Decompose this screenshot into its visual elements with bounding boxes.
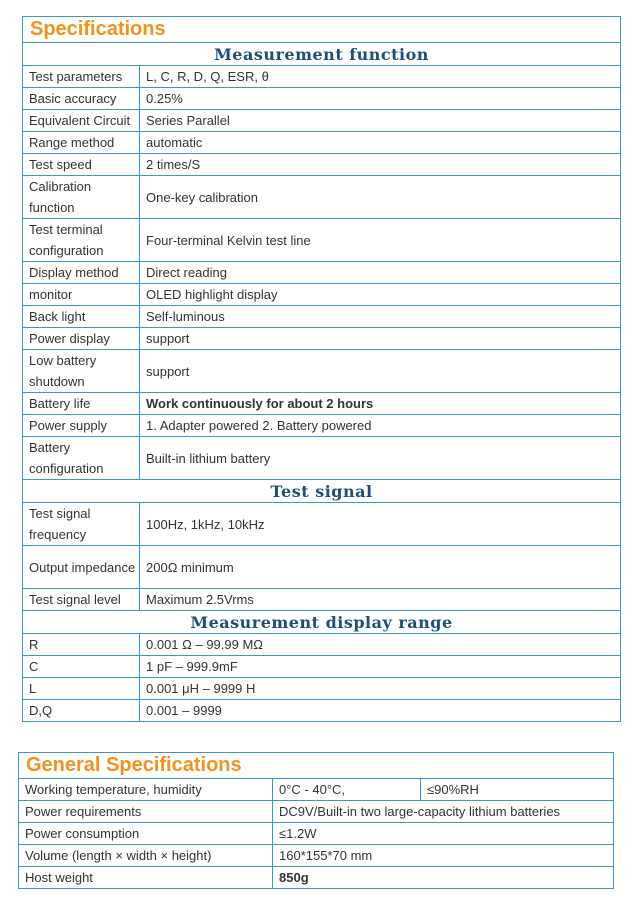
table-row bbox=[23, 306, 621, 328]
row-value: 0.001 Ω – 99.99 MΩ bbox=[140, 634, 621, 656]
row-label: Back light bbox=[23, 306, 140, 328]
row-label: Power requirements bbox=[19, 801, 273, 823]
row-value: Maximum 2.5Vrms bbox=[140, 589, 621, 611]
row-label: Basic accuracy bbox=[23, 88, 140, 110]
table-row bbox=[19, 801, 614, 823]
row-label: Power display bbox=[23, 328, 140, 350]
section-measurement-function: Measurement function bbox=[23, 43, 621, 66]
row-value: Four-terminal Kelvin test line bbox=[140, 219, 621, 262]
row-label: Low battery shutdown bbox=[23, 350, 140, 393]
row-label: Range method bbox=[23, 132, 140, 154]
row-value: Series Parallel bbox=[140, 110, 621, 132]
row-value: support bbox=[140, 328, 621, 350]
row-label: Display method bbox=[23, 262, 140, 284]
row-label: L bbox=[23, 678, 140, 700]
row-label: Output impedance bbox=[23, 546, 140, 589]
table-row bbox=[23, 219, 621, 262]
table-row bbox=[23, 284, 621, 306]
row-value: L, C, R, D, Q, ESR, θ bbox=[140, 66, 621, 88]
row-label: Test signal frequency bbox=[23, 503, 140, 546]
table-row bbox=[23, 393, 621, 415]
table-row bbox=[23, 503, 621, 546]
row-label: Working temperature, humidity bbox=[19, 779, 273, 801]
row-label: C bbox=[23, 656, 140, 678]
row-value: 200Ω minimum bbox=[140, 546, 621, 589]
table-row bbox=[23, 546, 621, 589]
row-value: 2 times/S bbox=[140, 154, 621, 176]
table-row bbox=[23, 415, 621, 437]
general-specifications-title: General Specifications bbox=[19, 753, 614, 779]
row-value: Self-luminous bbox=[140, 306, 621, 328]
table-row bbox=[23, 437, 621, 480]
row-label: R bbox=[23, 634, 140, 656]
row-label: Test terminal configuration bbox=[23, 219, 140, 262]
table-row bbox=[23, 678, 621, 700]
specifications-table bbox=[22, 16, 621, 722]
table-row bbox=[23, 154, 621, 176]
general-specifications-table bbox=[18, 752, 614, 889]
section-display-range: Measurement display range bbox=[23, 611, 621, 634]
row-value-humidity: ≤90%RH bbox=[421, 779, 614, 801]
row-label: Test speed bbox=[23, 154, 140, 176]
row-label: Battery configuration bbox=[23, 437, 140, 480]
row-value: 0.001 μH – 9999 H bbox=[140, 678, 621, 700]
row-value: 100Hz, 1kHz, 10kHz bbox=[140, 503, 621, 546]
row-value: Direct reading bbox=[140, 262, 621, 284]
row-value: 0.25% bbox=[140, 88, 621, 110]
table-row bbox=[23, 350, 621, 393]
table-row bbox=[23, 66, 621, 88]
row-label: Battery life bbox=[23, 393, 140, 415]
row-label: Test signal level bbox=[23, 589, 140, 611]
row-label: Host weight bbox=[19, 867, 273, 889]
row-label: Equivalent Circuit bbox=[23, 110, 140, 132]
row-value: Built-in lithium battery bbox=[140, 437, 621, 480]
row-value: OLED highlight display bbox=[140, 284, 621, 306]
row-value: 1. Adapter powered 2. Battery powered bbox=[140, 415, 621, 437]
row-label: Power supply bbox=[23, 415, 140, 437]
table-row bbox=[19, 823, 614, 845]
row-label: monitor bbox=[23, 284, 140, 306]
row-value: automatic bbox=[140, 132, 621, 154]
table-row bbox=[19, 779, 614, 801]
table-row bbox=[23, 110, 621, 132]
row-value: One-key calibration bbox=[140, 176, 621, 219]
row-value: ≤1.2W bbox=[273, 823, 614, 845]
row-value: Work continuously for about 2 hours bbox=[140, 393, 621, 415]
row-label: Volume (length × width × height) bbox=[19, 845, 273, 867]
table-row bbox=[23, 656, 621, 678]
table-row bbox=[23, 634, 621, 656]
row-value: support bbox=[140, 350, 621, 393]
row-value: DC9V/Built-in two large-capacity lithium batteries bbox=[273, 801, 614, 823]
section-test-signal: Test signal bbox=[23, 480, 621, 503]
row-label: Calibration function bbox=[23, 176, 140, 219]
row-value: 850g bbox=[273, 867, 614, 889]
specifications-title: Specifications bbox=[23, 17, 621, 43]
table-row bbox=[23, 88, 621, 110]
row-value: 1 pF – 999.9mF bbox=[140, 656, 621, 678]
row-label: D,Q bbox=[23, 700, 140, 722]
row-value: 160*155*70 mm bbox=[273, 845, 614, 867]
table-row bbox=[23, 328, 621, 350]
row-label: Power consumption bbox=[19, 823, 273, 845]
row-value: 0°C - 40°C, bbox=[273, 779, 421, 801]
table-row bbox=[19, 867, 614, 889]
row-value: 0.001 – 9999 bbox=[140, 700, 621, 722]
table-row bbox=[19, 845, 614, 867]
table-row bbox=[23, 176, 621, 219]
table-row bbox=[23, 589, 621, 611]
row-label: Test parameters bbox=[23, 66, 140, 88]
table-row bbox=[23, 700, 621, 722]
table-row bbox=[23, 132, 621, 154]
table-row bbox=[23, 262, 621, 284]
